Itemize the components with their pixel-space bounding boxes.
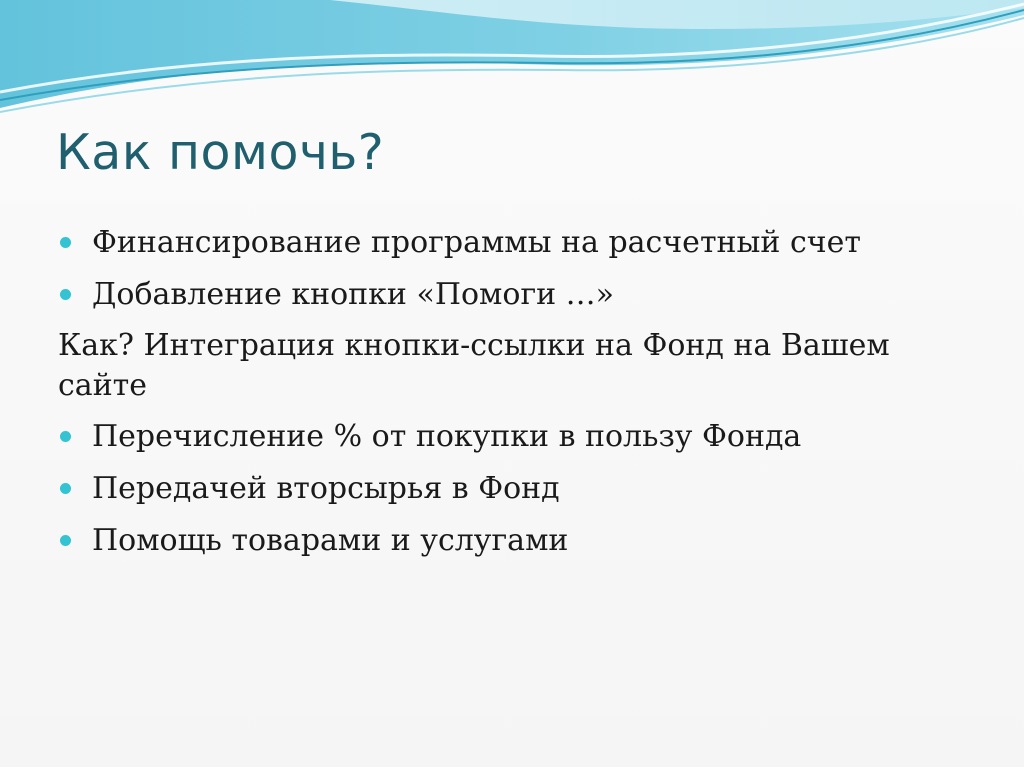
- bullet-dot-icon: [60, 289, 71, 300]
- bullet-item: [58, 274, 978, 316]
- bullet-dot-icon: [60, 483, 71, 494]
- bullet-text: Помощь товарами и услугами: [92, 523, 569, 558]
- bullet-dot-icon: [60, 237, 71, 248]
- bullet-dot-icon: [60, 431, 71, 442]
- body-paragraph: [58, 326, 978, 406]
- bullet-dot-icon: [60, 535, 71, 546]
- bullet-text: Передачей вторсырья в Фонд: [92, 471, 560, 506]
- bullet-text: Финансирование программы на расчетный счет: [92, 225, 861, 260]
- bullet-text: Перечисление % от покупки в пользу Фонда: [92, 419, 802, 454]
- slide-content: [58, 222, 978, 572]
- bullet-item: [58, 468, 978, 510]
- bullet-text: Добавление кнопки «Помоги …»: [92, 277, 615, 312]
- bullet-item: [58, 222, 978, 264]
- decorative-wave-banner: [0, 0, 1024, 120]
- bullet-item: [58, 520, 978, 562]
- bullet-item: [58, 416, 978, 458]
- slide-title: Как помочь?: [56, 124, 385, 181]
- paragraph-text: Как? Интеграция кнопки-ссылки на Фонд на Вашем сайте: [58, 328, 890, 403]
